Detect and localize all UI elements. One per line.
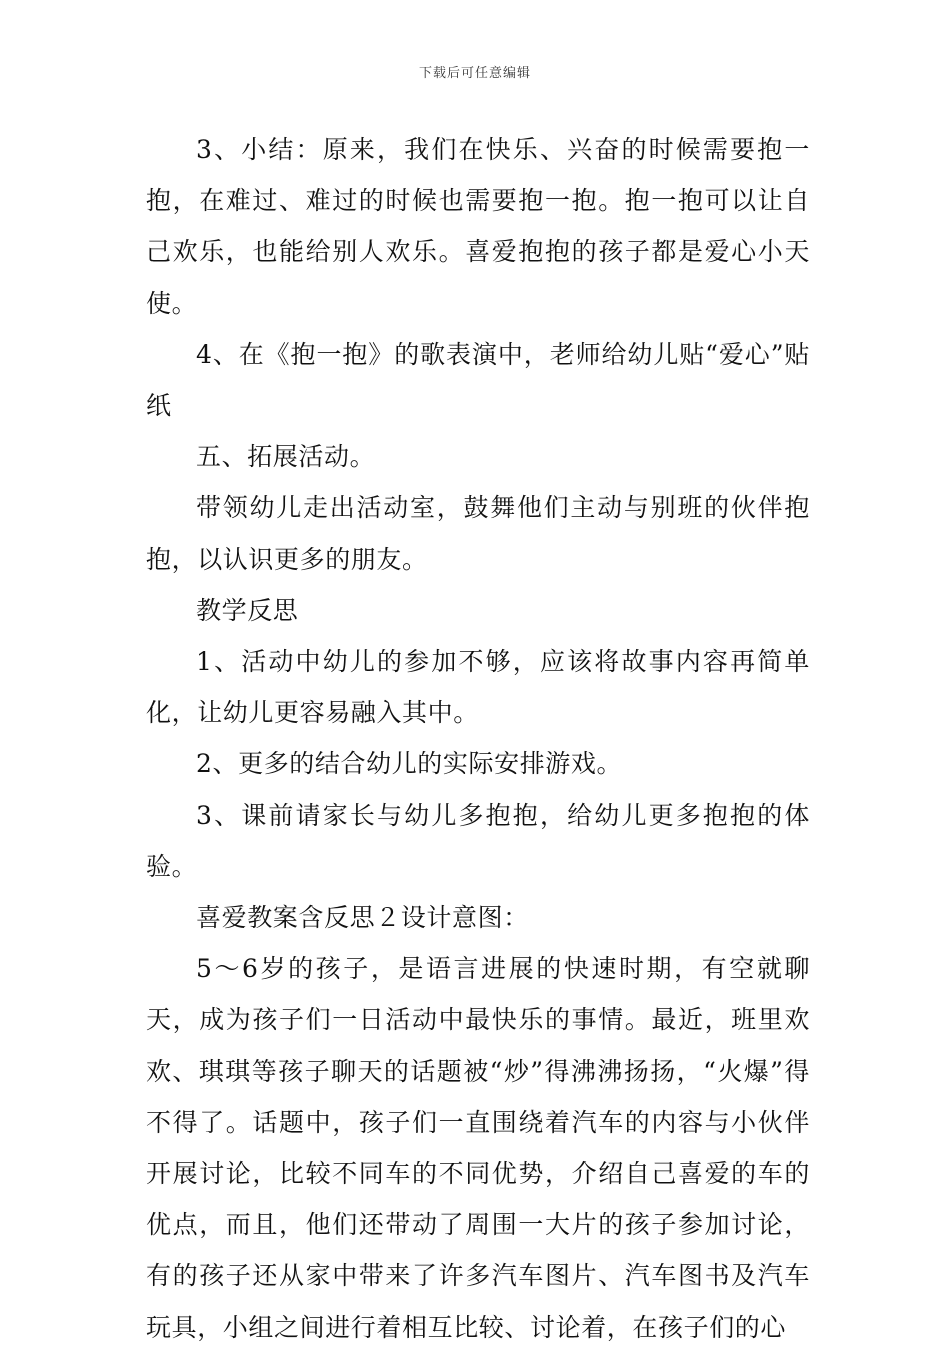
document-body: [146, 124, 810, 1353]
section-heading-design-intent: 喜爱教案含反思２设计意图：: [196, 903, 529, 933]
paragraph-extension-activity: 带领幼儿走出活动室，鼓舞他们主动与别班的伙伴抱抱，以认识更多的朋友。: [146, 493, 810, 574]
paragraph-reflection-1: 1、活动中幼儿的参加不够，应该将故事内容再简单化，让幼儿更容易融入其中。: [146, 647, 810, 728]
section-heading-extension: 五、拓展活动。: [196, 442, 376, 472]
paragraph-design-intent: 5～6岁的孩子，是语言进展的快速时期，有空就聊天，成为孩子们一日活动中最快乐的事情。最近，班里欢欢、琪琪等孩子聊天的话题被“炒”得沸沸扬扬，“火爆”得不得了。话题中，孩子们一直围绕着汽车的内容与小伙伴开展讨论，比较不同车的不同优势，介绍自己喜爱的车的优点，而且，他们还带动了周围一大片的孩子参加讨论，有的孩子还从家中带来了许多汽车图片、汽车图书及汽车玩具，小组之间进行着相互比较、讨论着，在孩子们的心: [146, 954, 810, 1342]
paragraph-reflection-2: 2、更多的结合幼儿的实际安排游戏。: [196, 749, 623, 779]
section-heading-reflection: 教学反思: [196, 595, 299, 625]
paragraph-summary: 3、小结：原来，我们在快乐、兴奋的时候需要抱一抱，在难过、难过的时候也需要抱一抱。抱一抱可以让自己欢乐，也能给别人欢乐。喜爱抱抱的孩子都是爱心小天使。: [146, 135, 810, 318]
paragraph-reflection-3: 3、课前请家长与幼儿多抱抱，给幼儿更多抱抱的体验。: [146, 800, 810, 881]
paragraph-song-performance: 4、在《抱一抱》的歌表演中，老师给幼儿贴“爱心”贴纸: [146, 339, 810, 421]
page-header: 下载后可任意编辑: [418, 66, 531, 81]
